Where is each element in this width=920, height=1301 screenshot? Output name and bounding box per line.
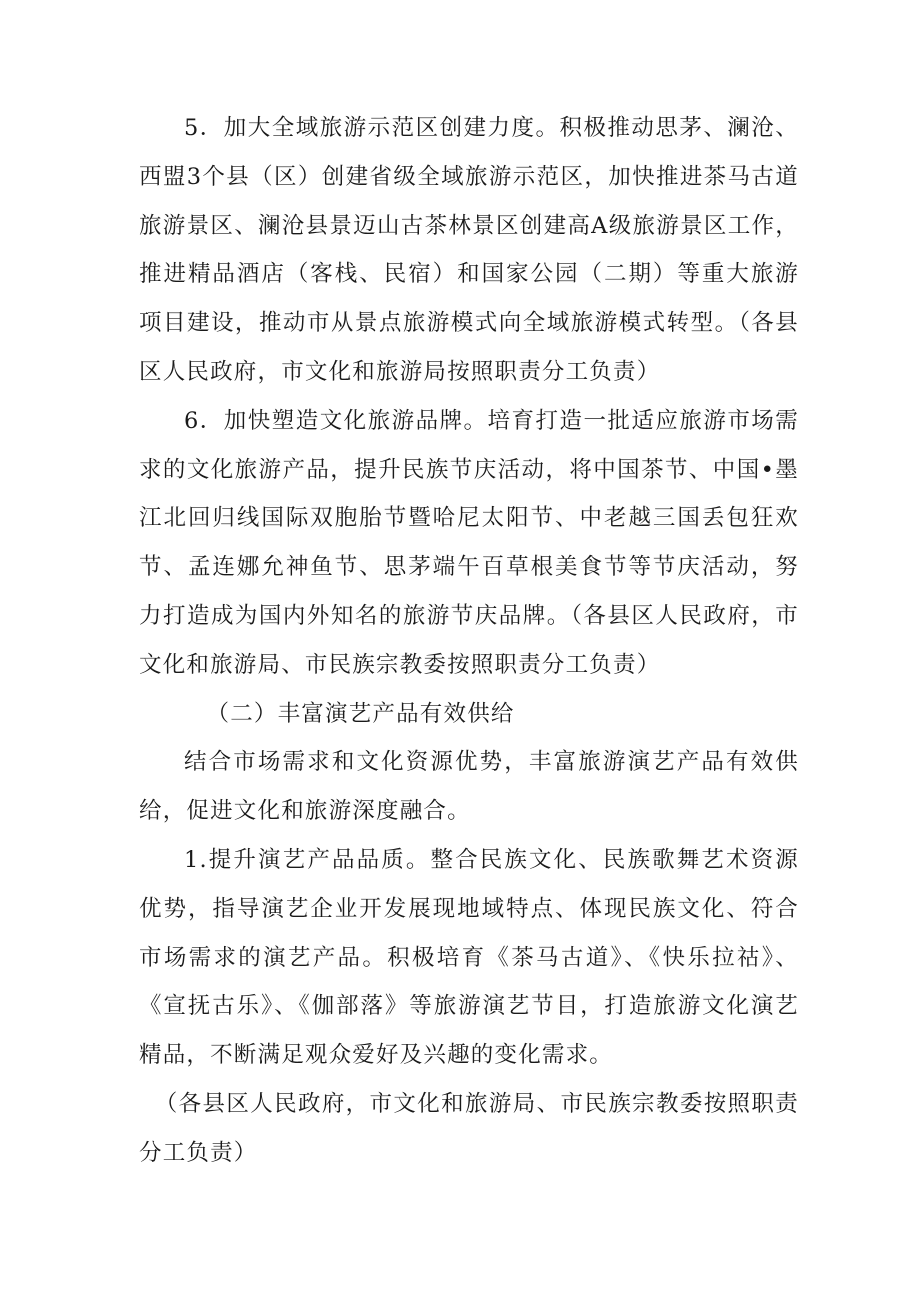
document-body	[139, 104, 799, 1178]
paragraph-item-6: 6．加快塑造文化旅游品牌。培育打造一批适应旅游市场需求的文化旅游产品，提升民族节庆活动，将中国茶节、中国•墨江北回归线国际双胞胎节暨哈尼太阳节、中老越三国丢包狂欢节、孟连娜允神鱼节、思茅端午百草根美食节等节庆活动，努力打造成为国内外知名的旅游节庆品牌。（各县区人民政府，市文化和旅游局、市民族宗教委按照职责分工负责）	[139, 407, 799, 678]
paragraph-item-5: 5．加大全域旅游示范区创建力度。积极推动思茅、澜沧、西盟3个县（区）创建省级全域旅游示范区，加快推进茶马古道旅游景区、澜沧县景迈山古茶林景区创建高A级旅游景区工作，推进精品酒店（客栈、民宿）和国家公园（二期）等重大旅游项目建设，推动市从景点旅游模式向全域旅游模式转型。（各县区人民政府，市文化和旅游局按照职责分工负责）	[139, 115, 799, 385]
paragraph-intro: 结合市场需求和文化资源优势，丰富旅游演艺产品有效供给，促进文化和旅游深度融合。	[139, 749, 799, 825]
paragraph-responsibility: （各县区人民政府，市文化和旅游局、市民族宗教委按照职责分工负责）	[139, 1090, 799, 1166]
section-heading: （二）丰富演艺产品有效供给	[206, 700, 515, 727]
paragraph-item-1: 1.提升演艺产品品质。整合民族文化、民族歌舞艺术资源优势，指导演艺企业开发展现地域特点、体现民族文化、符合市场需求的演艺产品。积极培育《茶马古道》、《快乐拉祜》、《宣抚古乐》、《伽部落》等旅游演艺节目，打造旅游文化演艺精品，不断满足观众爱好及兴趣的变化需求。	[139, 846, 799, 1069]
